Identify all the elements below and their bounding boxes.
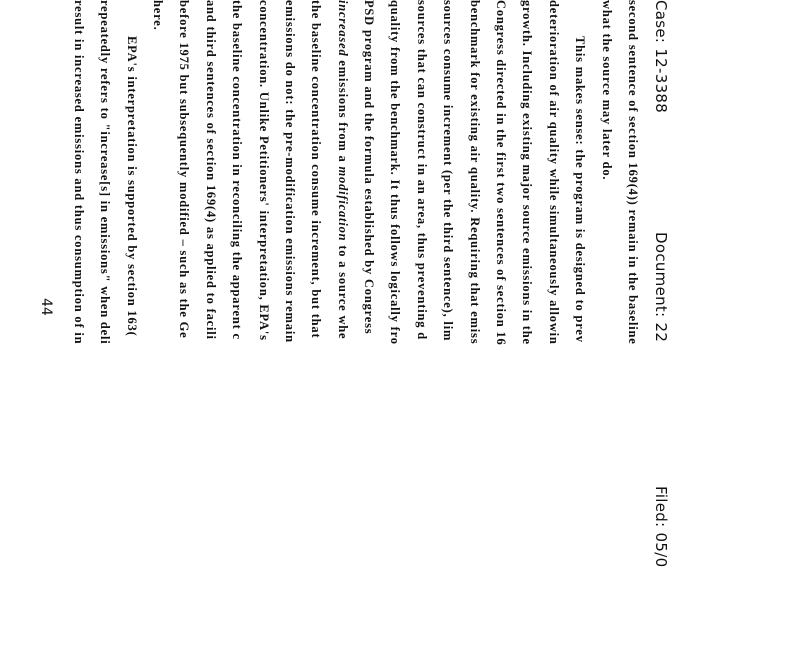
text-line: emissions do not: the pre-modification emissions remain bbox=[282, 0, 297, 343]
text-line: and third sentences of section 169(4) as applied to facili bbox=[203, 0, 218, 340]
text-line: This makes sense: the program is designed to prev bbox=[573, 36, 588, 343]
text-line: second sentence of section 169(4)) remain in the baseline bbox=[626, 0, 640, 345]
text-line: before 1975 but subsequently modified – such as the Ge bbox=[177, 0, 192, 339]
text-line: growth. Including existing major source emissions in the bbox=[520, 0, 535, 345]
text-line: result in increased emissions and thus consumption of in bbox=[71, 0, 86, 345]
text-fragment: to a source whe bbox=[335, 241, 350, 340]
text-line: the baseline concentration consume increment, but that bbox=[309, 0, 324, 339]
text-line: benchmark for existing air quality. Requiring that emiss bbox=[467, 0, 482, 345]
text-line-with-italics bbox=[329, 0, 355, 660]
case-number: Case: 12-3388 bbox=[652, 0, 670, 114]
italic-word: modification bbox=[335, 166, 350, 242]
case-header bbox=[646, 0, 670, 618]
text-line: repeatedly refers to "increase[s] in emissions" when deli bbox=[98, 0, 113, 345]
body-text bbox=[65, 0, 646, 660]
page-number: 44 bbox=[38, 298, 54, 316]
text-line: Congress directed in the first two sentences of section 16 bbox=[494, 0, 509, 346]
document-number: Document: 22 bbox=[652, 232, 670, 343]
text-line: sources consume increment (per the third sentence), lim bbox=[441, 0, 456, 342]
text-line: EPA's interpretation is supported by section 163( bbox=[124, 36, 139, 337]
text-line: PSD program and the formula established by Congress bbox=[362, 0, 377, 335]
filed-date: Filed: 05/0 bbox=[652, 486, 670, 568]
text-line: sources that can construct in an area, thus preventing d bbox=[414, 0, 429, 340]
text-line: concentration. Unlike Petitioners' interpretation, EPA's bbox=[256, 0, 271, 341]
text-fragment: emissions from a bbox=[335, 56, 350, 167]
text-line: the baseline concentration in reconciling the apparent c bbox=[230, 0, 245, 340]
text-line: quality from the benchmark. It thus follows logically fro bbox=[388, 0, 403, 345]
text-line: here. bbox=[150, 0, 165, 31]
italic-word: increased bbox=[335, 0, 350, 57]
text-line: deterioration of air quality while simultaneously allowin bbox=[546, 0, 561, 345]
text-line: what the source may later do. bbox=[599, 0, 614, 181]
